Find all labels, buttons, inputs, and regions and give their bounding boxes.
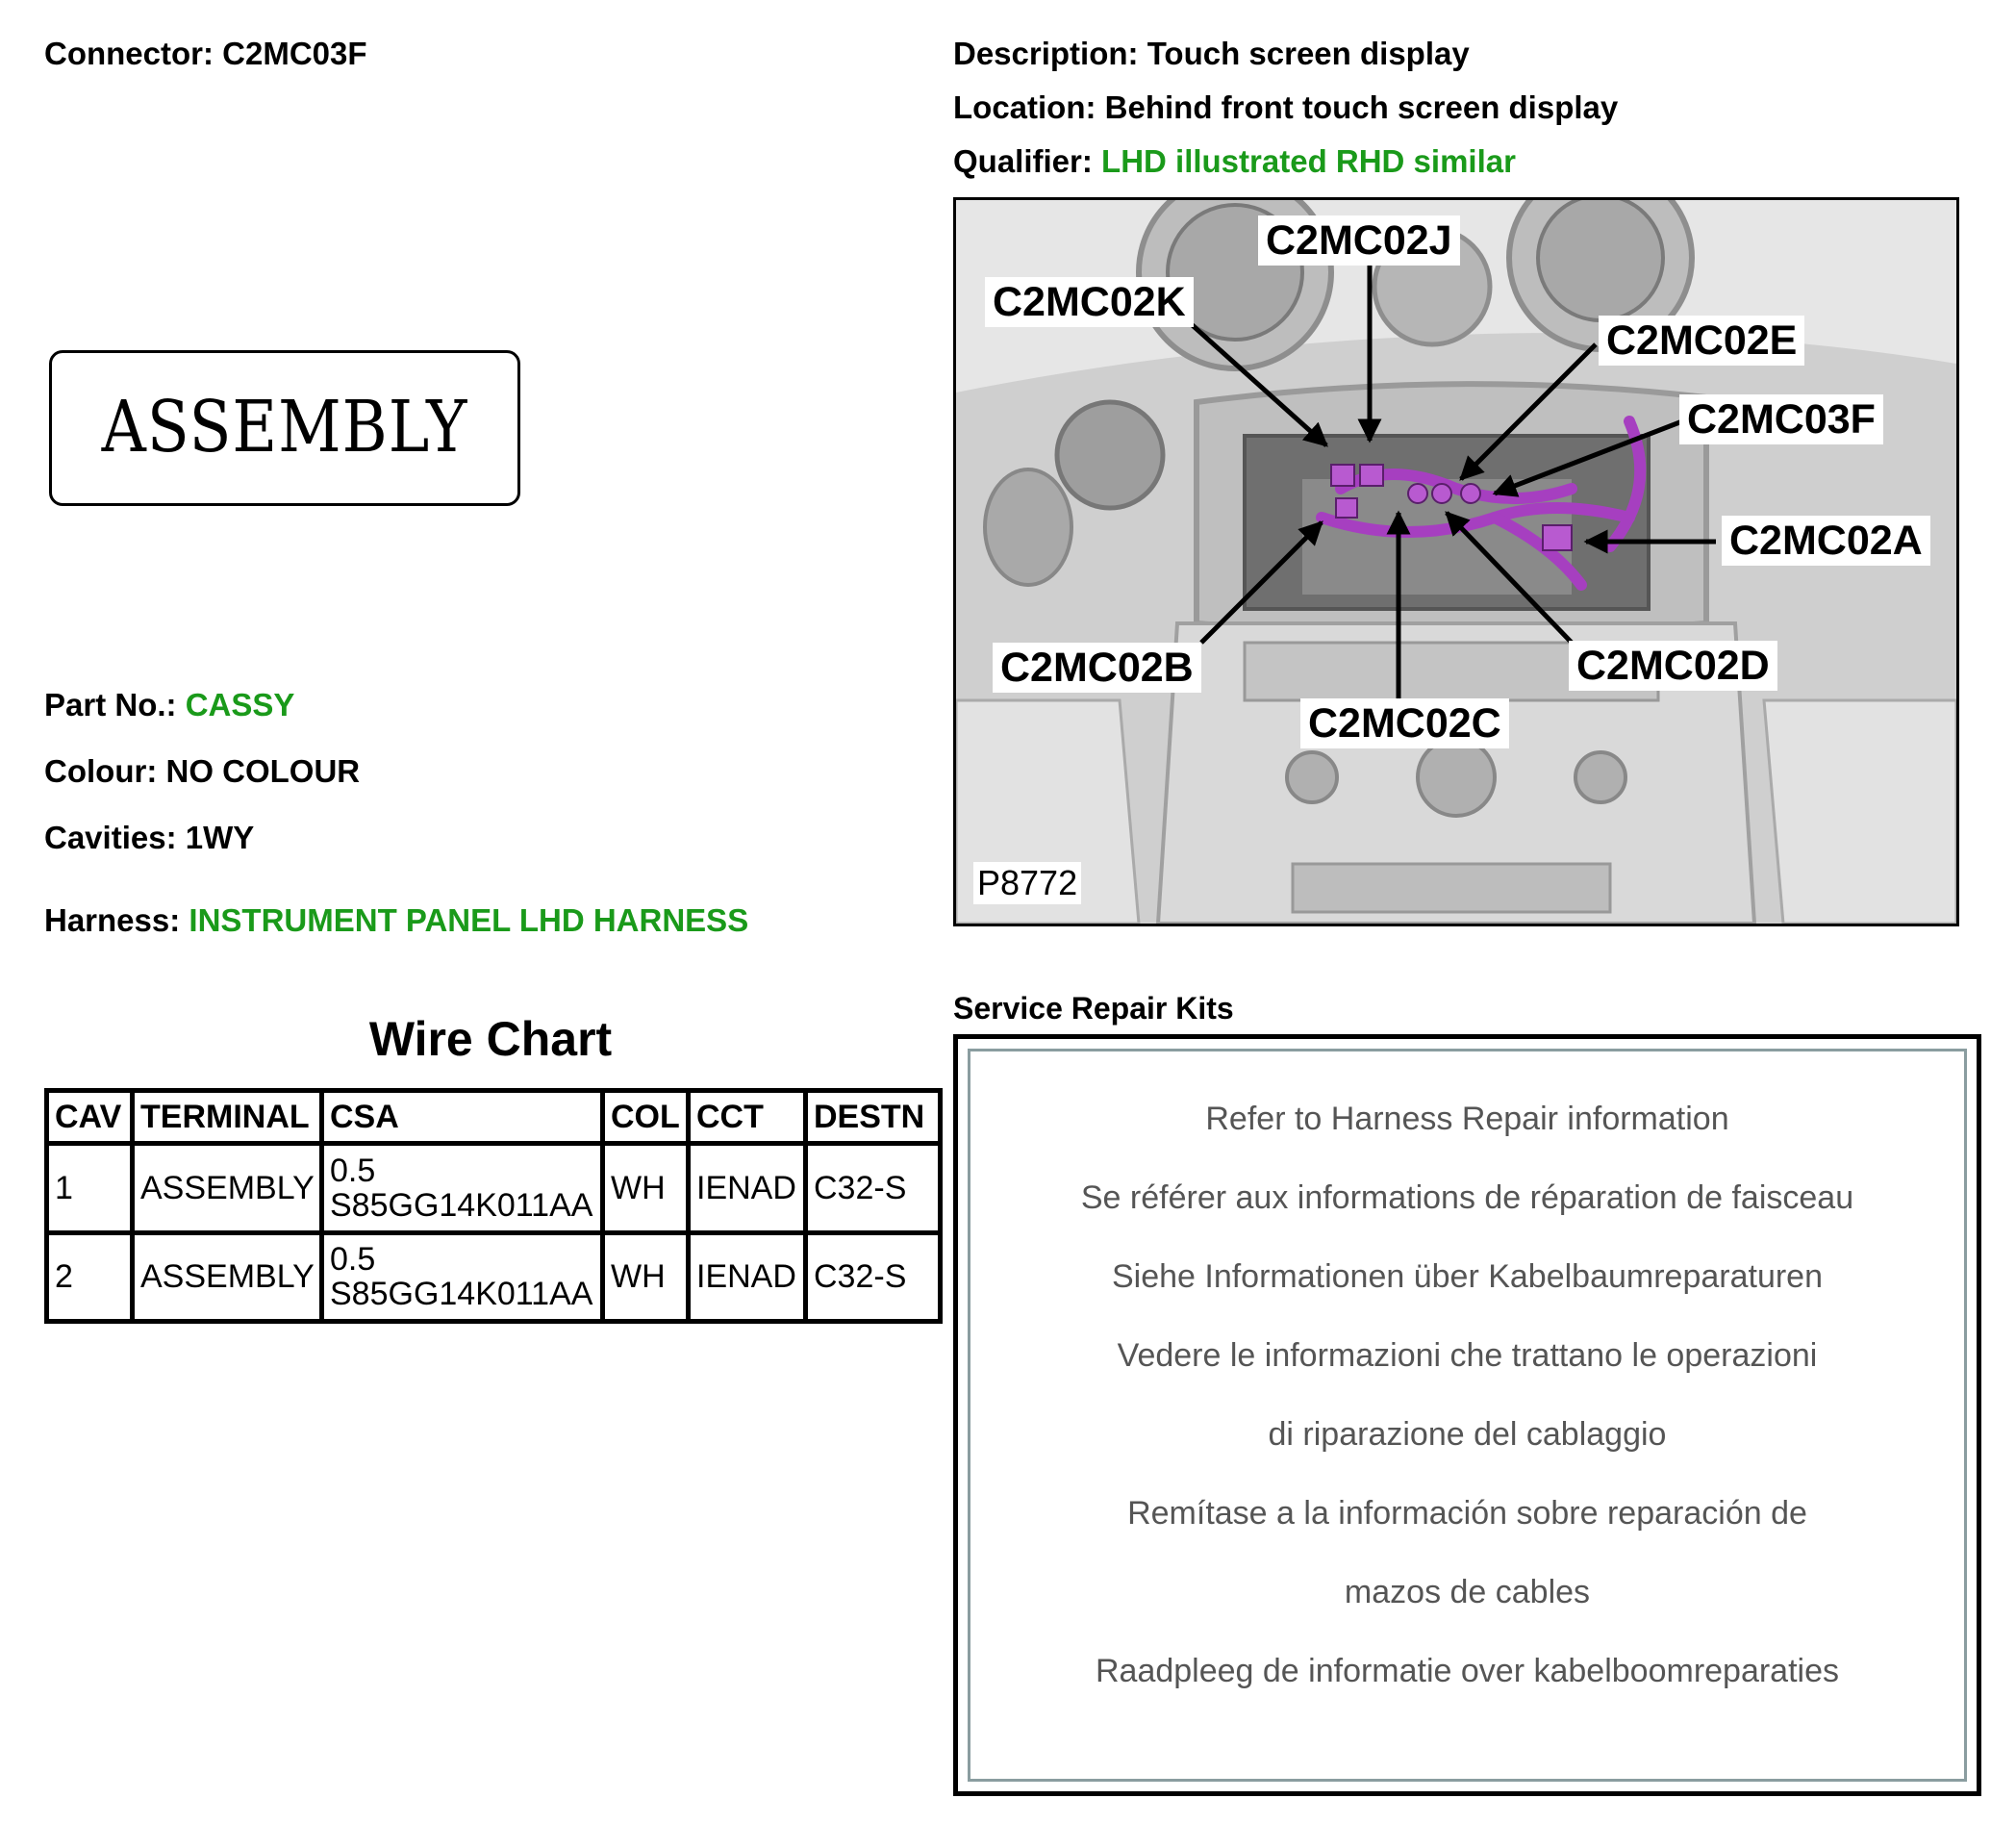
description-value: Touch screen display [1147, 36, 1470, 71]
connector-value: C2MC03F [222, 36, 367, 71]
header-destn: DESTN [806, 1091, 941, 1144]
repair-info-line: Vedere le informazioni che trattano le operazioni [1117, 1337, 1818, 1374]
header-terminal: TERMINAL [133, 1091, 322, 1144]
harness-label: Harness: [44, 902, 181, 938]
assembly-box [49, 350, 520, 506]
qualifier-row [953, 142, 1516, 181]
callout-c2mc02e: C2MC02E [1599, 316, 1804, 366]
description-label: Description: [953, 36, 1139, 71]
callout-c2mc02b: C2MC02B [993, 643, 1201, 693]
callout-c2mc02k: C2MC02K [985, 277, 1194, 327]
connector-row [44, 35, 367, 73]
wire-chart-table [44, 1088, 943, 1324]
csa-size: 0.5 [330, 1152, 376, 1189]
cell-cav: 1 [47, 1144, 133, 1233]
csa-part: S85GG14K011AA [330, 1186, 593, 1224]
header-cav: CAV [47, 1091, 133, 1144]
cavities-row [44, 819, 254, 857]
wire-chart-title: Wire Chart [368, 1012, 613, 1066]
cell-cct: IENAD [689, 1144, 806, 1233]
csa-size: 0.5 [330, 1241, 376, 1279]
header-cct: CCT [689, 1091, 806, 1144]
assembly-text: ASSEMBLY [101, 387, 468, 469]
connector-label: Connector: [44, 36, 214, 71]
table-row [47, 1232, 941, 1322]
repair-info-line: mazos de cables [1344, 1574, 1591, 1610]
cell-col: WH [603, 1232, 689, 1322]
part-no-row [44, 686, 294, 724]
harness-row [44, 901, 748, 940]
cell-destn: C32-S [806, 1232, 941, 1322]
header-col: COL [603, 1091, 689, 1144]
part-no-label: Part No.: [44, 687, 177, 722]
cell-cct: IENAD [689, 1232, 806, 1322]
callout-c2mc03f: C2MC03F [1679, 394, 1883, 444]
cavities-label: Cavities: [44, 820, 177, 855]
table-row [47, 1144, 941, 1233]
colour-row [44, 752, 360, 791]
service-repair-kits-inner [968, 1049, 1967, 1782]
colour-label: Colour: [44, 753, 158, 789]
table-header-row [47, 1091, 941, 1144]
location-illustration [953, 197, 1959, 926]
location-label: Location: [953, 89, 1096, 125]
callout-c2mc02d: C2MC02D [1569, 641, 1777, 691]
callout-c2mc02j: C2MC02J [1258, 215, 1460, 266]
qualifier-label: Qualifier: [953, 143, 1093, 179]
harness-link[interactable]: INSTRUMENT PANEL LHD HARNESS [189, 902, 749, 938]
cell-destn: C32-S [806, 1144, 941, 1233]
location-value: Behind front touch screen display [1104, 89, 1619, 125]
cell-cav: 2 [47, 1232, 133, 1322]
cell-terminal: ASSEMBLY [133, 1144, 322, 1233]
header-csa: CSA [322, 1091, 603, 1144]
location-row [953, 89, 1618, 127]
service-repair-kits-title: Service Repair Kits [953, 991, 1234, 1026]
qualifier-value: LHD illustrated RHD similar [1101, 143, 1516, 179]
service-repair-kits-panel [953, 1034, 1981, 1796]
description-row [953, 35, 1470, 73]
repair-info-line: di riparazione del cablaggio [1268, 1416, 1667, 1453]
part-no-link[interactable]: CASSY [185, 687, 295, 722]
repair-info-line: Raadpleeg de informatie over kabelboomreparaties [1095, 1653, 1840, 1689]
repair-info-line: Remítase a la información sobre reparación de [1127, 1495, 1807, 1532]
cell-col: WH [603, 1144, 689, 1233]
cell-csa [322, 1232, 603, 1322]
callout-c2mc02a: C2MC02A [1722, 516, 1930, 566]
colour-value: NO COLOUR [165, 753, 361, 789]
callout-c2mc02c: C2MC02C [1300, 698, 1509, 748]
cavities-value: 1WY [185, 820, 255, 855]
cell-csa [322, 1144, 603, 1233]
repair-info-line: Siehe Informationen über Kabelbaumreparaturen [1111, 1258, 1824, 1295]
repair-info-line: Se référer aux informations de réparation de faisceau [1080, 1179, 1854, 1216]
repair-info-line: Refer to Harness Repair information [1205, 1101, 1729, 1137]
csa-part: S85GG14K011AA [330, 1276, 593, 1313]
cell-terminal: ASSEMBLY [133, 1232, 322, 1322]
image-code: P8772 [973, 862, 1081, 904]
